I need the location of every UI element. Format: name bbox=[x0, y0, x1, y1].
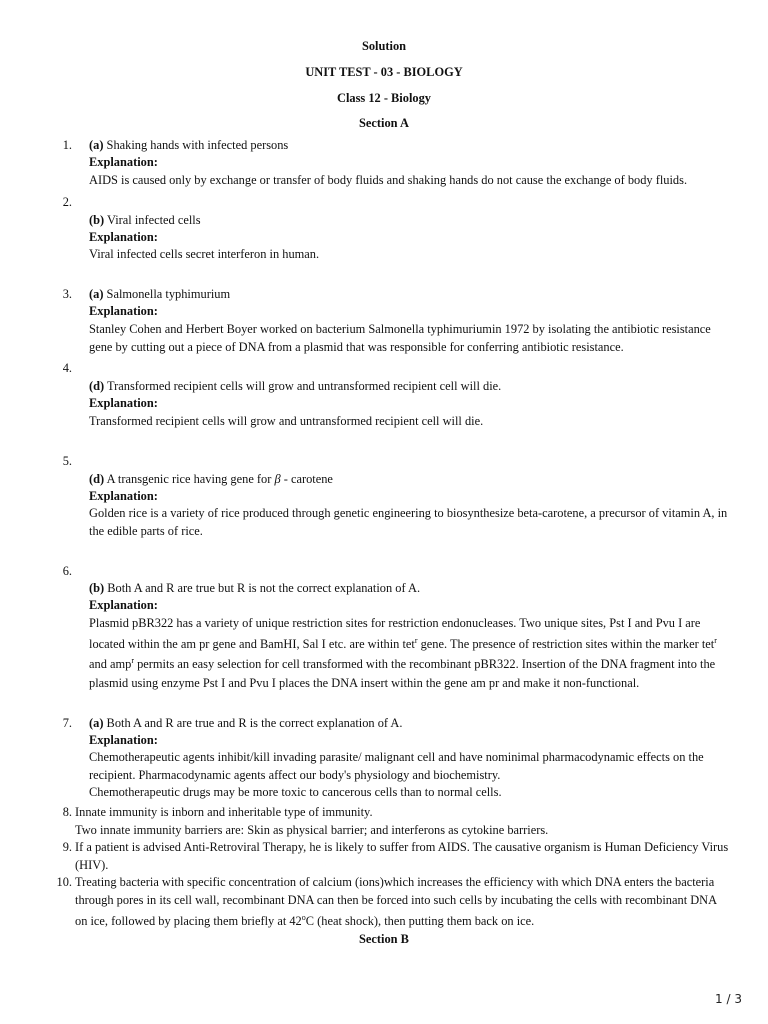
beta-symbol: β bbox=[274, 472, 281, 486]
question-6-explanation-line-2 bbox=[89, 636, 734, 654]
question-6-explanation-label: Explanation: bbox=[89, 598, 158, 612]
question-6-option: (b) bbox=[89, 581, 105, 595]
question-1-answer bbox=[89, 137, 734, 155]
question-7-answer bbox=[89, 715, 734, 733]
question-7-explanation-2: Chemotherapeutic drugs may be more toxic to cancerous cells than to normal cells. bbox=[89, 785, 502, 799]
superscript-r: r bbox=[714, 636, 717, 645]
question-2-answer bbox=[89, 212, 734, 230]
question-10-line-3 bbox=[75, 913, 735, 931]
question-1-option: (a) bbox=[89, 138, 104, 152]
superscript-r: r bbox=[414, 636, 418, 645]
question-6-explanation-line-1: Plasmid pBR322 has a variety of unique restriction sites for restriction endonucleases. Two unique sites, Pst I and Pvu I are bbox=[89, 616, 701, 630]
question-10-line-1: Treating bacteria with specific concentration of calcium (ions)which increases the efficiency with which DNA enters the bacteria bbox=[75, 875, 715, 889]
question-4-number: 4. bbox=[62, 361, 72, 375]
question-3-number: 3. bbox=[62, 287, 72, 301]
q6-l2-part-b: gene. The presence of restriction sites within the marker tet bbox=[417, 637, 715, 651]
question-10-line-2: through pores in its cell wall, recombinant DNA can then be forced into such cells by incubating the cells with recombinant DNA bbox=[75, 893, 718, 907]
q10-l3-part-a: on ice, followed by placing them briefly at 42 bbox=[75, 914, 302, 928]
question-4-explanation-label: Explanation: bbox=[89, 396, 158, 410]
question-5-option: (d) bbox=[89, 472, 105, 486]
question-5-explanation: Golden rice is a variety of rice produced through genetic engineering to biosynthesize beta-carotene, a precursor of vitamin A, in the edible parts of rice. bbox=[89, 506, 728, 538]
question-7-number: 7. bbox=[62, 716, 72, 730]
question-2-option: (b) bbox=[89, 213, 105, 227]
question-3-answer bbox=[89, 286, 734, 304]
question-4-option: (d) bbox=[89, 379, 105, 393]
question-7-explanation-1: Chemotherapeutic agents inhibit/kill invading parasite/ malignant cell and have nominimal pharmacodynamic effects on the recipient. Pharmacodynamic agents affect our body's physiology and biochemistry. bbox=[89, 750, 704, 782]
question-9-answer: If a patient is advised Anti-Retroviral Therapy, he is likely to suffer from AIDS. The causative organism is Human Deficiency Virus (HIV). bbox=[75, 840, 729, 872]
question-3-option: (a) bbox=[89, 287, 104, 301]
solution-heading: Solution bbox=[361, 39, 407, 53]
question-1-explanation-label: Explanation: bbox=[89, 155, 158, 169]
q10-l3-part-b: C (heat shock), then putting them back on ice. bbox=[305, 914, 535, 928]
question-8-number: 8. bbox=[62, 805, 72, 819]
question-2-explanation-label: Explanation: bbox=[89, 230, 158, 244]
question-3-explanation-label: Explanation: bbox=[89, 304, 158, 318]
question-1-answer-text: Shaking hands with infected persons bbox=[103, 138, 289, 152]
question-2-number: 2. bbox=[62, 195, 72, 209]
page-number: 1 / 3 bbox=[715, 992, 742, 1006]
question-7-answer-text: Both A and R are true and R is the correct explanation of A. bbox=[103, 716, 403, 730]
question-9-number: 9. bbox=[62, 840, 72, 854]
question-4-explanation: Transformed recipient cells will grow and untransformed recipient cell will die. bbox=[89, 414, 484, 428]
q6-l3-part-a: and amp bbox=[89, 657, 132, 671]
question-6-answer bbox=[89, 580, 734, 598]
question-1-number: 1. bbox=[62, 138, 72, 152]
question-6-explanation-line-3 bbox=[89, 656, 734, 674]
class-title: Class 12 - Biology bbox=[337, 91, 431, 105]
test-title: UNIT TEST - 03 - BIOLOGY bbox=[305, 65, 463, 79]
question-7-option: (a) bbox=[89, 716, 104, 730]
superscript-r: r bbox=[131, 656, 134, 665]
question-6-answer-text: Both A and R are true but R is not the correct explanation of A. bbox=[104, 581, 421, 595]
question-2-answer-text: Viral infected cells bbox=[104, 213, 201, 227]
question-8-line-1: Innate immunity is inborn and inheritable type of immunity. bbox=[75, 805, 373, 819]
degree-superscript: o bbox=[301, 913, 306, 922]
question-6-number: 6. bbox=[62, 564, 72, 578]
question-5-answer bbox=[89, 471, 734, 489]
question-5-answer-text-b: - carotene bbox=[280, 472, 333, 486]
question-3-answer-text: Salmonella typhimurium bbox=[103, 287, 231, 301]
question-4-answer-text: Transformed recipient cells will grow and untransformed recipient cell will die. bbox=[104, 379, 502, 393]
question-3-explanation: Stanley Cohen and Herbert Boyer worked on bacterium Salmonella typhimuriumin 1972 by isolating the antibiotic resistance gene by cutting out a piece of DNA from a plasmid that was responsible for conferring antibiotic resistance. bbox=[89, 322, 711, 354]
question-4-answer bbox=[89, 378, 734, 396]
q6-l3-part-b: permits an easy selection for cell transformed with the recombinant pBR322. Insertion of the DNA fragment into the bbox=[134, 657, 716, 671]
question-2-explanation: Viral infected cells secret interferon in human. bbox=[89, 247, 320, 261]
q6-l2-part-a: located within the am pr gene and BamHI, Sal I etc. are within tet bbox=[89, 637, 415, 651]
question-1-explanation: AIDS is caused only by exchange or transfer of body fluids and shaking hands do not cause the exchange of body fluids. bbox=[89, 173, 688, 187]
question-8-line-2: Two innate immunity barriers are: Skin as physical barrier; and interferons as cytokine barriers. bbox=[75, 823, 549, 837]
section-b-heading: Section B bbox=[359, 932, 409, 946]
question-6-explanation-line-4: plasmid using enzyme Pst I and Pvu I places the DNA insert within the gene am pr and make it non-functional. bbox=[89, 676, 640, 690]
question-5-answer-text-a: A transgenic rice having gene for bbox=[104, 472, 275, 486]
question-5-explanation-label: Explanation: bbox=[89, 489, 158, 503]
question-7-explanation-label: Explanation: bbox=[89, 733, 158, 747]
section-a-heading: Section A bbox=[359, 116, 409, 130]
question-10-number: 10. bbox=[56, 875, 72, 889]
question-5-number: 5. bbox=[62, 454, 72, 468]
